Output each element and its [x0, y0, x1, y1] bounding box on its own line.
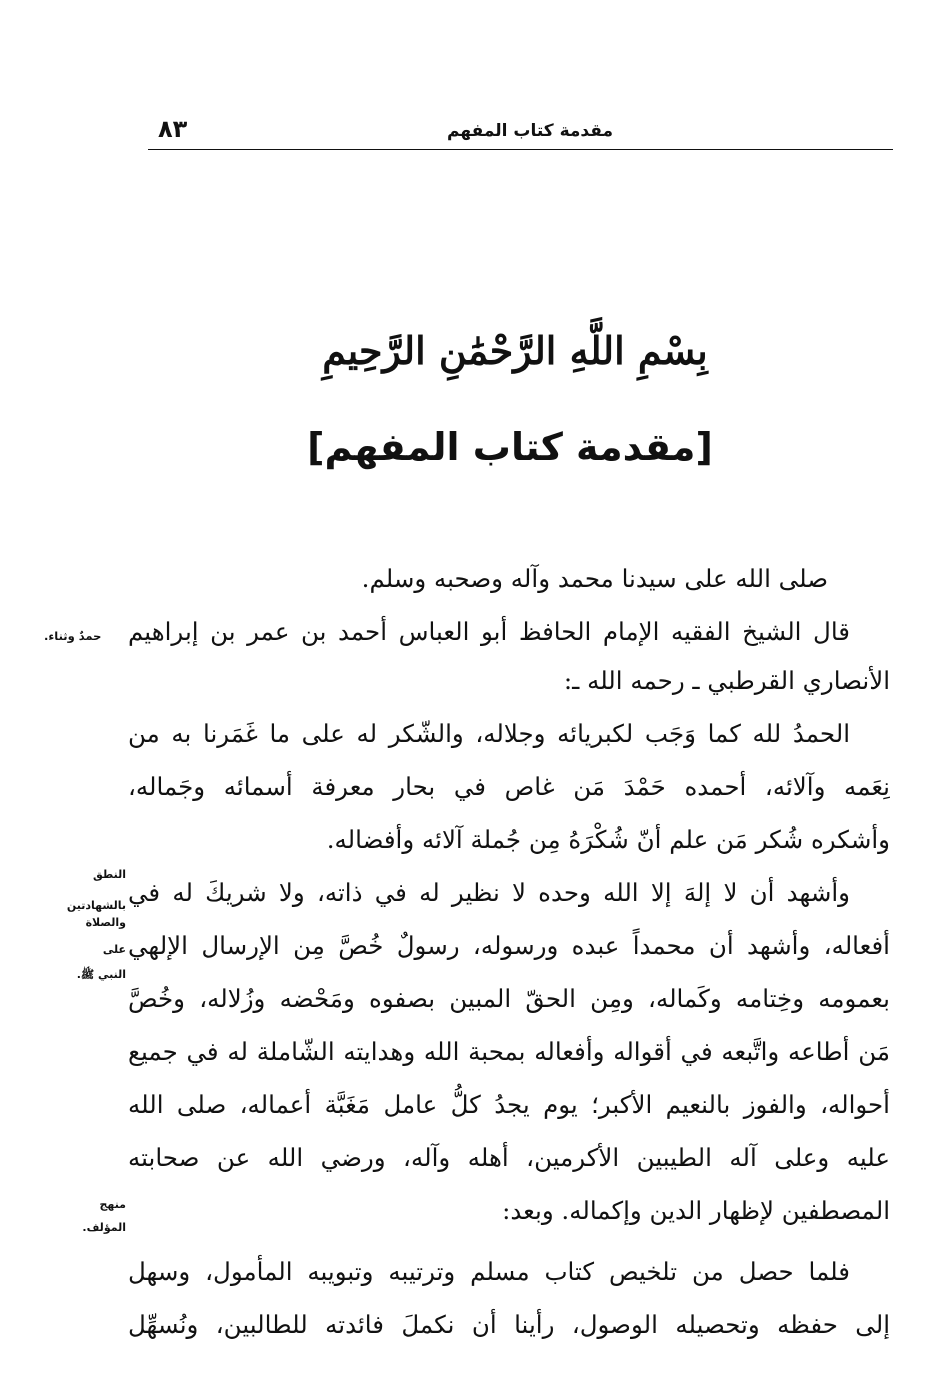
body-line: صلى الله على سيدنا محمد وآله وصحبه وسلم. — [361, 564, 828, 593]
margin-note-line: على — [102, 943, 126, 957]
margin-note-line: المؤلف. — [82, 1221, 126, 1235]
margin-note-line: والصلاة — [85, 916, 126, 930]
margin-note — [42, 866, 126, 983]
body-line: نِعَمه وآلائه، أحمده حَمْدَ مَن غاص في بحار معرفة أسمائه وجَماله، — [128, 772, 890, 801]
body-line: المصطفين لإظهار الدين وإكماله. وبعد: — [502, 1196, 890, 1225]
body-line: الأنصاري القرطبي ـ رحمه الله ـ: — [563, 666, 890, 695]
body-line: إلى حفظه وتحصيله الوصول، رأينا أن نكملَ فائدته للطالبين، ونُسهِّل — [128, 1310, 890, 1339]
body-line: قال الشيخ الفقيه الإمام الحافظ أبو العباس أحمد بن عمر بن إبراهيم — [128, 617, 850, 646]
margin-note-line: بالشهادتين — [66, 899, 126, 913]
running-title: مقدمة كتاب المفهم — [447, 121, 613, 141]
body-line: وأشهد أن لا إلهَ إلا الله وحده لا نظير له في ذاته، ولا شريكَ له في — [128, 878, 850, 907]
page-number: ٨٣ — [158, 115, 188, 143]
body-text — [128, 552, 890, 1351]
margin-note-line: النطق — [92, 868, 126, 881]
page-header — [148, 105, 893, 150]
body-line: مَن أطاعه واتَّبعه في أقواله وأفعاله بمحبة الله وهدايته الشّاملة له في جميع — [128, 1037, 890, 1066]
body-line: بعمومه وخِتامه وكَماله، ومِن الحقّ المبين بصفوه ومَحْضه وزُلاله، وخُصَّ — [128, 984, 890, 1013]
basmala: بِسْمِ اللَّهِ الرَّحْمَٰنِ الرَّحِيمِ — [322, 328, 708, 373]
body-line: الحمدُ لله كما وَجَب لكبريائه وجلاله، والشّكر له على ما غَمَرنا به من — [128, 719, 850, 748]
body-line: فلما حصل من تلخيص كتاب مسلم وترتيبه وتبويبه المأمول، وسهل — [128, 1257, 850, 1286]
margin-note — [44, 628, 101, 646]
chapter-title: [مقدمة كتاب المفهم] — [307, 425, 713, 469]
body-line: أفعاله، وأشهد أن محمداً عبده ورسوله، رسولٌ خُصَّ مِن الإرسال الإلهي — [128, 931, 890, 960]
margin-note-line: منهج — [99, 1198, 126, 1211]
margin-note-line: حمدٌ وثناء. — [44, 629, 102, 643]
body-line: عليه وعلى آله الطيبين الأكرمين، أهله وآله، ورضي الله عن صحابته — [128, 1143, 890, 1172]
body-line: أحواله، والفوز بالنعيم الأكبر؛ يوم يجدُ كلُّ عامل مَغَبَّة أعماله، صلى الله — [128, 1090, 890, 1119]
margin-note — [54, 1196, 126, 1236]
body-line: وأشكره شُكر مَن علم أنّ شُكْرَهُ مِن جُملة آلائه وأفضاله. — [326, 825, 890, 854]
margin-note-line: النبي ﷺ. — [76, 968, 126, 982]
